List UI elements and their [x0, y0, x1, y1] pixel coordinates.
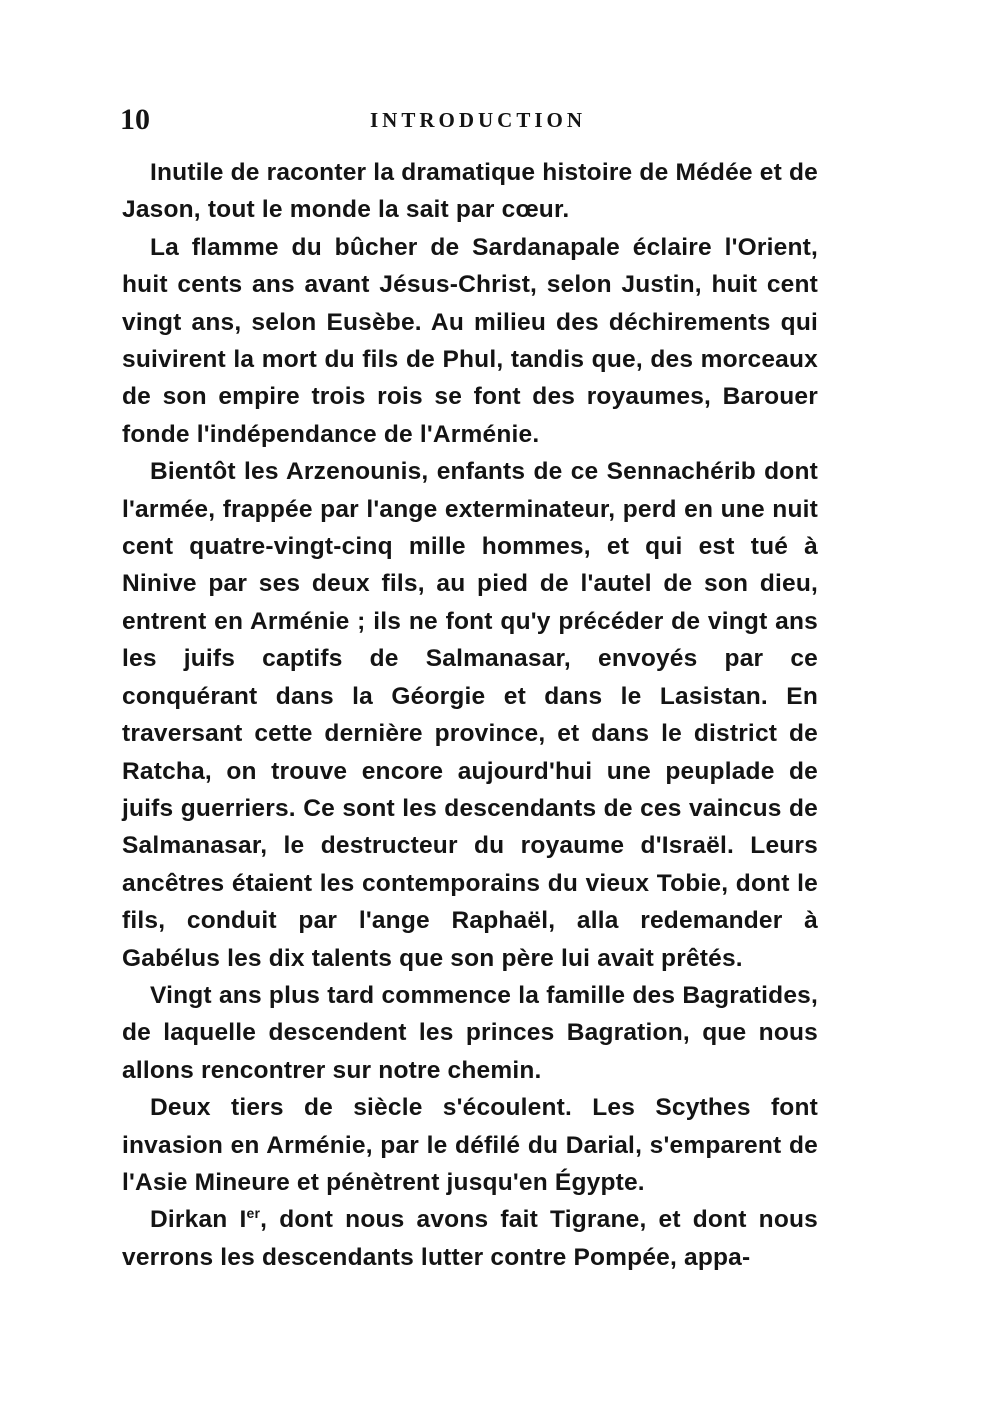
running-title: INTRODUCTION: [370, 108, 587, 132]
paragraph: Deux tiers de siècle s'écoulent. Les Scythes font invasion en Arménie, par le défilé du Darial, s'emparent de l'Asie Mineure et pénètrent jusqu'en Égypte.: [122, 1094, 818, 1196]
paragraph: Bientôt les Arzenounis, enfants de ce Sennachérib dont l'armée, frappée par l'ange exterminateur, perd en une nuit cent quatre-vingt-cinq mille hommes, et qui est tué à Ninive par ses deux fils, au pied de l'autel de son dieu, entrent en Arménie ; ils ne font qu'y précéder de vingt ans les juifs captifs de Salmanasar, envoyés par ce conquérant dans la Géorgie et dans le Lasistan. En traversant cette dernière province, et dans le district de Ratcha, on trouve encore aujourd'hui une peuplade de juifs guerriers. Ce sont les descendants de ces vaincus de Salmanasar, le destructeur du royaume d'Israël. Leurs ancêtres étaient les contemporains du vieux Tobie, dont le fils, conduit par l'ange Raphaël, alla redemander à Gabélus les dix talents que son père lui avait prêtés.: [122, 458, 818, 972]
body-text: [122, 154, 818, 1276]
paragraph: Vingt ans plus tard commence la famille des Bagratides, de laquelle descendent les princes Bagration, que nous allons rencontrer sur notre chemin.: [122, 981, 818, 1084]
paragraph: Inutile de raconter la dramatique histoire de Médée et de Jason, tout le monde la sait par cœur.: [122, 159, 818, 224]
ordinal-superscript: er: [246, 1205, 261, 1222]
page-number: 10: [120, 103, 150, 136]
page-header: [120, 100, 820, 140]
paragraph: La flamme du bûcher de Sardanapale éclaire l'Orient, huit cents ans avant Jésus-Christ, selon Justin, huit cent vingt ans, selon Eusèbe. Au milieu des déchirements qui suivirent la mort du fils de Phul, tandis que, des morceaux de son empire trois rois se font des royaumes, Barouer fonde l'indépendance de l'Arménie.: [122, 233, 818, 448]
paragraph: [122, 1201, 818, 1276]
paragraph-start: Dirkan I: [150, 1206, 247, 1234]
paragraph-rest: , dont nous avons fait Tigrane, et dont nous verrons les descendants lutter contre Pompée, appa-: [122, 1206, 819, 1271]
